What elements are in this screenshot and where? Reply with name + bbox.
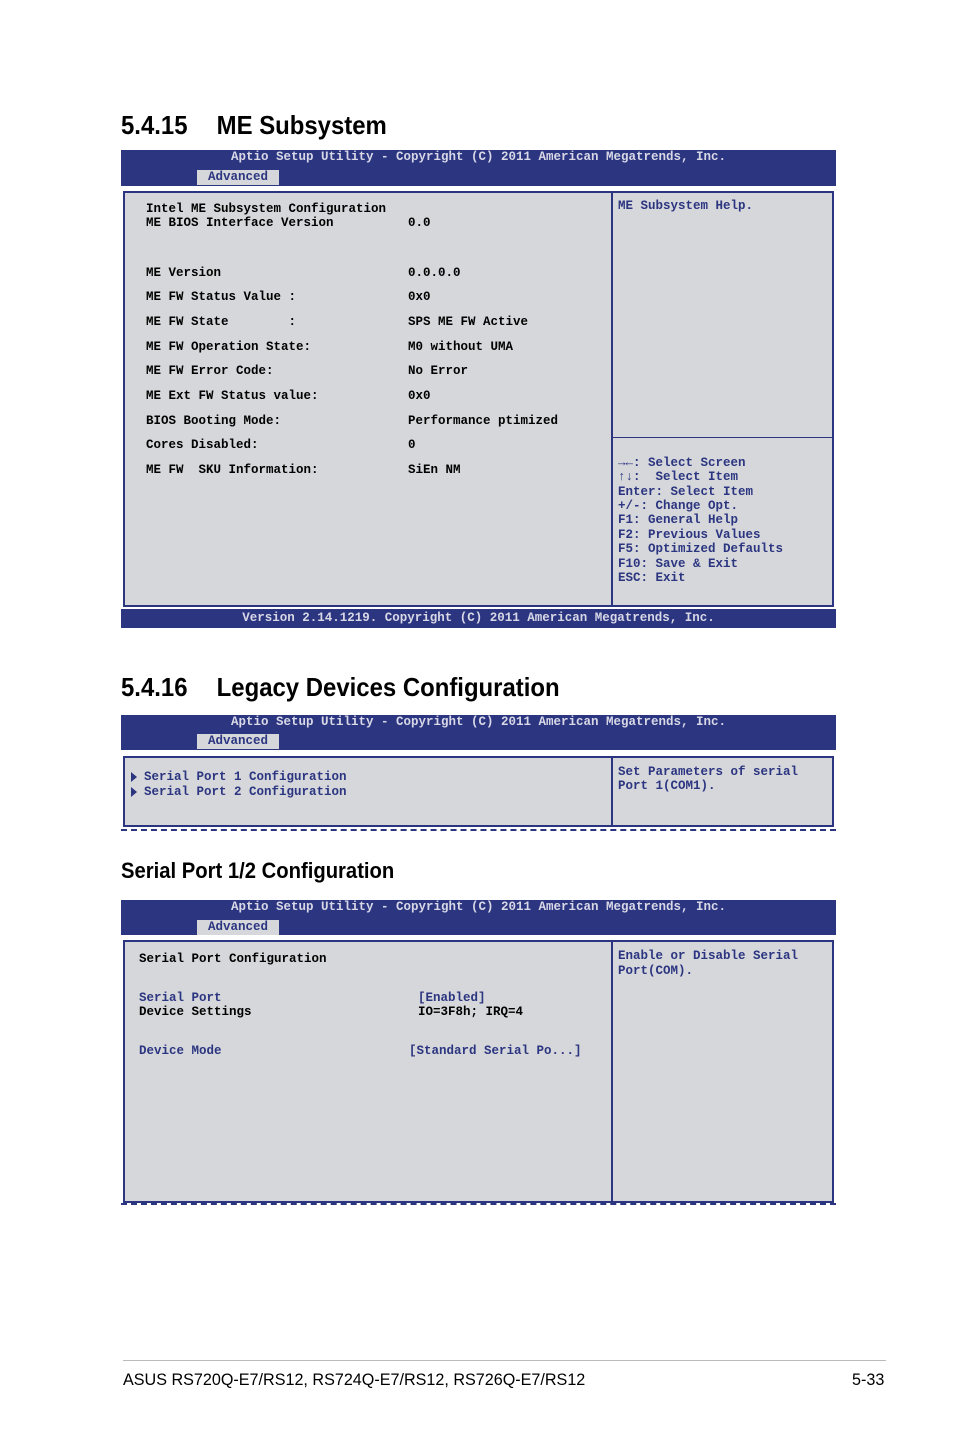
- section-number: 5.4.15: [121, 110, 188, 140]
- help-text: Set Parameters of serial: [618, 765, 799, 779]
- me-fw-error-label: ME FW Error Code:: [146, 364, 274, 378]
- section-heading-legacy-devices: [121, 672, 560, 703]
- me-fw-status-label: ME FW Status Value :: [146, 290, 297, 304]
- section-title: ME Subsystem: [216, 110, 387, 140]
- cores-disabled-label: Cores Disabled:: [146, 438, 259, 452]
- me-config-heading: Intel ME Subsystem Configuration: [146, 202, 387, 216]
- bios-main-panel: [123, 191, 834, 607]
- bios-main-panel: [123, 940, 834, 1203]
- me-bios-interface-label: ME BIOS Interface Version: [146, 216, 334, 230]
- key-hint: +/-: Change Opt.: [618, 499, 739, 513]
- subsection-heading-serial-port: Serial Port 1/2 Configuration: [121, 858, 395, 883]
- screen-continuation-dashes: [121, 1203, 836, 1205]
- tab-advanced[interactable]: Advanced: [197, 734, 279, 749]
- bios-screen-me-subsystem: [121, 150, 836, 628]
- me-fw-operation-value: M0 without UMA: [408, 340, 514, 354]
- serial-port-option[interactable]: Serial Port: [139, 991, 222, 1005]
- panel-divider: [611, 942, 613, 1201]
- key-hint: F2: Previous Values: [618, 528, 761, 542]
- tab-advanced[interactable]: Advanced: [197, 920, 279, 935]
- bios-main-panel: [123, 756, 834, 827]
- screen-continuation-dashes: [121, 829, 836, 831]
- panel-divider: [611, 193, 613, 605]
- panel-divider: [611, 758, 613, 825]
- section-number: 5.4.16: [121, 672, 188, 702]
- submenu-arrow-icon: [131, 787, 137, 797]
- me-fw-error-value: No Error: [408, 364, 469, 378]
- bios-header-bar: [121, 150, 836, 186]
- help-text: Enable or Disable Serial: [618, 949, 799, 963]
- key-hint: F5: Optimized Defaults: [618, 542, 784, 556]
- serial-config-heading: Serial Port Configuration: [139, 952, 327, 966]
- me-version-value: 0.0.0.0: [408, 266, 461, 280]
- key-hint: ESC: Exit: [618, 571, 686, 585]
- key-hint: Enter: Select Item: [618, 485, 754, 499]
- bios-header-title: Aptio Setup Utility - Copyright (C) 2011 American Megatrends, Inc.: [230, 150, 727, 164]
- footer-model-list: ASUS RS720Q-E7/RS12, RS724Q-E7/RS12, RS726Q-E7/RS12: [123, 1370, 586, 1389]
- me-fw-operation-label: ME FW Operation State:: [146, 340, 312, 354]
- me-fw-sku-label: ME FW SKU Information:: [146, 463, 319, 477]
- key-hint: F1: General Help: [618, 513, 739, 527]
- bios-header-bar: [121, 900, 836, 935]
- me-bios-interface-value: 0.0: [408, 216, 431, 230]
- device-mode-value[interactable]: [Standard Serial Po...]: [409, 1044, 582, 1058]
- key-hint: F10: Save & Exit: [618, 557, 739, 571]
- help-divider: [613, 437, 832, 438]
- help-text: Port(COM).: [618, 964, 694, 978]
- bios-booting-mode-value: Performance ptimized: [408, 414, 559, 428]
- serial-port-value[interactable]: [Enabled]: [418, 991, 486, 1005]
- device-settings-label: Device Settings: [139, 1005, 252, 1019]
- tab-advanced[interactable]: Advanced: [197, 170, 279, 185]
- submenu-arrow-icon: [131, 772, 137, 782]
- me-fw-state-value: SPS ME FW Active: [408, 315, 529, 329]
- help-text: Port 1(COM1).: [618, 779, 716, 793]
- bios-header-title: Aptio Setup Utility - Copyright (C) 2011 American Megatrends, Inc.: [230, 715, 727, 729]
- me-version-label: ME Version: [146, 266, 222, 280]
- bios-header-bar: [121, 715, 836, 750]
- device-mode-option[interactable]: Device Mode: [139, 1044, 222, 1058]
- bios-screen-serial-port: [121, 900, 836, 1203]
- footer-rule: [123, 1360, 886, 1361]
- footer-page-number: 5-33: [852, 1370, 885, 1389]
- me-ext-fw-status-label: ME Ext FW Status value:: [146, 389, 319, 403]
- me-ext-fw-status-value: 0x0: [408, 389, 431, 403]
- key-hint: ↑↓: Select Item: [618, 470, 739, 484]
- device-settings-value: IO=3F8h; IRQ=4: [418, 1005, 524, 1019]
- me-fw-status-value: 0x0: [408, 290, 431, 304]
- bios-screen-legacy-devices: [121, 715, 836, 828]
- menu-item-label: Serial Port 2 Configuration: [144, 785, 347, 799]
- me-fw-state-label: ME FW State :: [146, 315, 297, 329]
- menu-item-serial-port-2[interactable]: [131, 785, 347, 799]
- menu-item-serial-port-1[interactable]: [131, 770, 347, 784]
- me-fw-sku-value: SiEn NM: [408, 463, 461, 477]
- bios-version-footer: Version 2.14.1219. Copyright (C) 2011 American Megatrends, Inc.: [121, 609, 836, 628]
- bios-booting-mode-label: BIOS Booting Mode:: [146, 414, 282, 428]
- section-title: Legacy Devices Configuration: [216, 672, 560, 702]
- cores-disabled-value: 0: [408, 438, 416, 452]
- key-hint: →←: Select Screen: [618, 456, 746, 470]
- bios-header-title: Aptio Setup Utility - Copyright (C) 2011 American Megatrends, Inc.: [230, 900, 727, 914]
- menu-item-label: Serial Port 1 Configuration: [144, 770, 347, 784]
- help-text: ME Subsystem Help.: [618, 199, 754, 213]
- section-heading-me-subsystem: [121, 110, 387, 141]
